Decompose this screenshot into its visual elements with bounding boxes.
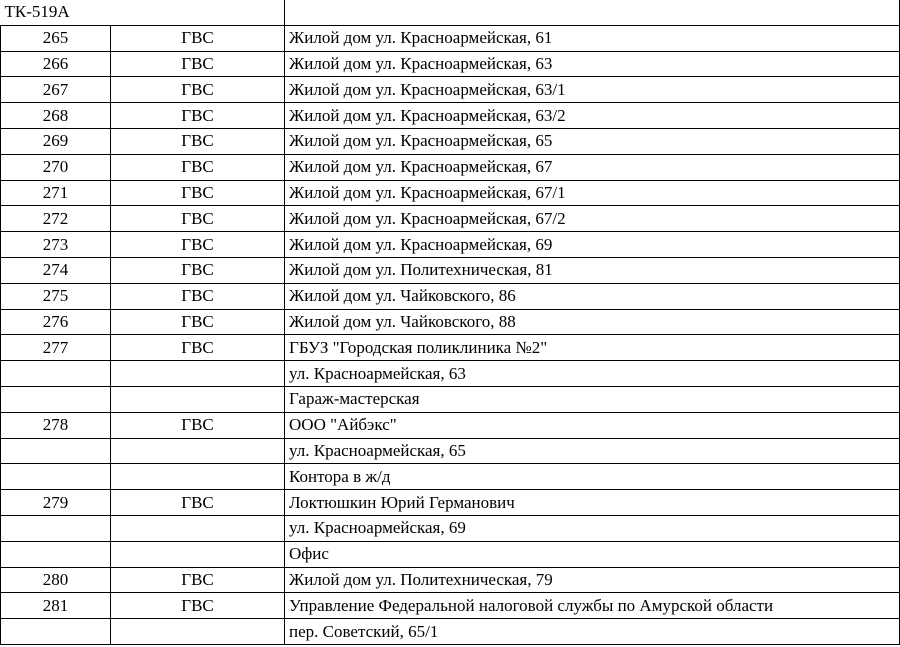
- table-row: [1, 541, 900, 567]
- table-row: [1, 438, 900, 464]
- row-number-cell: 278: [1, 412, 111, 438]
- table-row: [1, 206, 900, 232]
- row-number-cell: 277: [1, 335, 111, 361]
- row-type-cell: ГВС: [111, 232, 285, 258]
- row-type-cell: ГВС: [111, 335, 285, 361]
- row-description-cell: Офис: [285, 541, 900, 567]
- table-row: [1, 51, 900, 77]
- row-description-cell: Локтюшкин Юрий Германович: [285, 490, 900, 516]
- row-number-cell: 281: [1, 593, 111, 619]
- table-row: [1, 232, 900, 258]
- row-type-cell: [111, 361, 285, 387]
- table-row: [1, 77, 900, 103]
- header-row: [1, 0, 900, 25]
- row-description-cell: Жилой дом ул. Красноармейская, 61: [285, 25, 900, 51]
- row-number-cell: [1, 361, 111, 387]
- row-description-cell: Гараж-мастерская: [285, 386, 900, 412]
- row-type-cell: ГВС: [111, 77, 285, 103]
- table-row: [1, 412, 900, 438]
- row-number-cell: 267: [1, 77, 111, 103]
- row-type-cell: [111, 619, 285, 645]
- row-number-cell: 269: [1, 128, 111, 154]
- row-type-cell: ГВС: [111, 103, 285, 129]
- row-type-cell: [111, 464, 285, 490]
- header-label: ТК-519А: [1, 0, 285, 25]
- row-type-cell: ГВС: [111, 128, 285, 154]
- row-description-cell: ул. Красноармейская, 69: [285, 515, 900, 541]
- row-number-cell: [1, 464, 111, 490]
- row-description-cell: ул. Красноармейская, 65: [285, 438, 900, 464]
- table-row: [1, 180, 900, 206]
- table-row: [1, 619, 900, 645]
- row-number-cell: [1, 515, 111, 541]
- row-description-cell: Управление Федеральной налоговой службы по Амурской области: [285, 593, 900, 619]
- row-type-cell: ГВС: [111, 593, 285, 619]
- row-description-cell: Жилой дом ул. Политехническая, 81: [285, 257, 900, 283]
- row-description-cell: Жилой дом ул. Красноармейская, 63/2: [285, 103, 900, 129]
- row-description-cell: Жилой дом ул. Красноармейская, 67/2: [285, 206, 900, 232]
- row-description-cell: Жилой дом ул. Политехническая, 79: [285, 567, 900, 593]
- row-type-cell: ГВС: [111, 412, 285, 438]
- table-row: [1, 515, 900, 541]
- row-type-cell: ГВС: [111, 154, 285, 180]
- row-description-cell: Жилой дом ул. Чайковского, 88: [285, 309, 900, 335]
- row-description-cell: ООО "Айбэкс": [285, 412, 900, 438]
- row-number-cell: [1, 386, 111, 412]
- row-number-cell: 275: [1, 283, 111, 309]
- row-description-cell: Жилой дом ул. Красноармейская, 69: [285, 232, 900, 258]
- row-type-cell: [111, 386, 285, 412]
- row-type-cell: [111, 438, 285, 464]
- row-type-cell: [111, 515, 285, 541]
- table-row: [1, 464, 900, 490]
- row-number-cell: 272: [1, 206, 111, 232]
- table-row: [1, 128, 900, 154]
- row-number-cell: 276: [1, 309, 111, 335]
- row-description-cell: Жилой дом ул. Красноармейская, 65: [285, 128, 900, 154]
- row-number-cell: 270: [1, 154, 111, 180]
- table-row: [1, 335, 900, 361]
- table-row: [1, 361, 900, 387]
- row-type-cell: ГВС: [111, 206, 285, 232]
- row-type-cell: ГВС: [111, 283, 285, 309]
- row-description-cell: Жилой дом ул. Чайковского, 86: [285, 283, 900, 309]
- row-type-cell: ГВС: [111, 490, 285, 516]
- row-type-cell: ГВС: [111, 567, 285, 593]
- row-number-cell: 265: [1, 25, 111, 51]
- row-number-cell: 280: [1, 567, 111, 593]
- row-description-cell: ул. Красноармейская, 63: [285, 361, 900, 387]
- table-row: [1, 283, 900, 309]
- row-number-cell: [1, 438, 111, 464]
- row-description-cell: Жилой дом ул. Красноармейская, 63/1: [285, 77, 900, 103]
- row-number-cell: 266: [1, 51, 111, 77]
- row-number-cell: 271: [1, 180, 111, 206]
- row-type-cell: [111, 541, 285, 567]
- row-number-cell: 273: [1, 232, 111, 258]
- row-type-cell: ГВС: [111, 25, 285, 51]
- table-row: [1, 257, 900, 283]
- row-type-cell: ГВС: [111, 51, 285, 77]
- row-type-cell: ГВС: [111, 180, 285, 206]
- row-description-cell: Жилой дом ул. Красноармейская, 67: [285, 154, 900, 180]
- table-row: [1, 567, 900, 593]
- row-description-cell: Жилой дом ул. Красноармейская, 67/1: [285, 180, 900, 206]
- table-row: [1, 490, 900, 516]
- row-description-cell: Жилой дом ул. Красноармейская, 63: [285, 51, 900, 77]
- table-row: [1, 25, 900, 51]
- table-row: [1, 103, 900, 129]
- row-number-cell: 279: [1, 490, 111, 516]
- row-number-cell: [1, 619, 111, 645]
- row-type-cell: ГВС: [111, 309, 285, 335]
- row-number-cell: 274: [1, 257, 111, 283]
- table-row: [1, 154, 900, 180]
- row-type-cell: ГВС: [111, 257, 285, 283]
- row-description-cell: Контора в ж/д: [285, 464, 900, 490]
- header-empty-cell: [285, 0, 900, 25]
- table-row: [1, 593, 900, 619]
- row-number-cell: 268: [1, 103, 111, 129]
- row-description-cell: пер. Советский, 65/1: [285, 619, 900, 645]
- row-number-cell: [1, 541, 111, 567]
- row-description-cell: ГБУЗ "Городская поликлиника №2": [285, 335, 900, 361]
- table-row: [1, 309, 900, 335]
- table-row: [1, 386, 900, 412]
